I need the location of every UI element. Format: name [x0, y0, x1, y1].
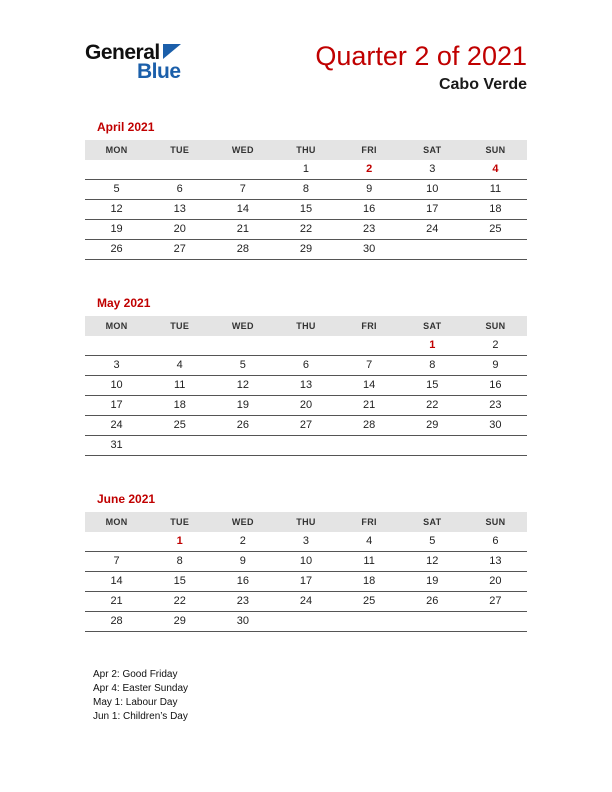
week-row — [85, 336, 527, 356]
day-cell: 11 — [148, 375, 211, 395]
day-cell: 22 — [401, 395, 464, 415]
holiday-notes — [93, 668, 527, 724]
day-cell: 2 — [464, 336, 527, 356]
empty-day-cell — [148, 160, 211, 180]
empty-day-cell — [274, 611, 337, 631]
empty-day-cell — [338, 336, 401, 356]
empty-day-cell — [148, 435, 211, 455]
page-subtitle: Cabo Verde — [438, 75, 527, 93]
day-cell: 19 — [401, 571, 464, 591]
day-cell: 9 — [464, 355, 527, 375]
day-cell: 27 — [464, 591, 527, 611]
week-row — [85, 239, 527, 259]
weekday-cell: MON — [85, 140, 148, 160]
week-row — [85, 611, 527, 631]
month-table — [85, 512, 527, 632]
weekday-cell: SAT — [401, 140, 464, 160]
day-cell: 8 — [148, 551, 211, 571]
week-row — [85, 395, 527, 415]
weekday-row — [85, 512, 527, 532]
day-cell: 30 — [338, 239, 401, 259]
week-row — [85, 591, 527, 611]
day-cell: 20 — [464, 571, 527, 591]
weekday-row — [85, 140, 527, 160]
week-row — [85, 219, 527, 239]
day-cell: 26 — [401, 591, 464, 611]
day-cell: 13 — [464, 551, 527, 571]
day-cell: 28 — [211, 239, 274, 259]
day-cell: 18 — [464, 199, 527, 219]
weekday-cell: WED — [211, 140, 274, 160]
day-cell: 16 — [464, 375, 527, 395]
day-cell: 6 — [274, 355, 337, 375]
month-section — [85, 296, 527, 456]
day-cell: 21 — [338, 395, 401, 415]
day-cell: 2 — [211, 532, 274, 552]
holiday-note: Apr 4: Easter Sunday — [93, 682, 189, 694]
weekday-cell: FRI — [338, 140, 401, 160]
weekday-cell: TUE — [148, 512, 211, 532]
empty-day-cell — [274, 336, 337, 356]
day-cell: 6 — [464, 532, 527, 552]
week-row — [85, 571, 527, 591]
weekday-cell: SUN — [464, 512, 527, 532]
week-row — [85, 532, 527, 552]
day-cell: 1 — [148, 532, 211, 552]
week-row — [85, 375, 527, 395]
day-cell: 18 — [148, 395, 211, 415]
holiday-note: May 1: Labour Day — [93, 696, 178, 708]
day-cell: 22 — [148, 591, 211, 611]
day-cell: 21 — [211, 219, 274, 239]
holiday-note: Apr 2: Good Friday — [93, 668, 178, 680]
day-cell: 23 — [211, 591, 274, 611]
empty-day-cell — [85, 160, 148, 180]
day-cell: 24 — [401, 219, 464, 239]
day-cell: 7 — [338, 355, 401, 375]
page-title: Quarter 2 of 2021 — [315, 41, 527, 71]
day-cell: 8 — [274, 179, 337, 199]
day-cell: 25 — [338, 591, 401, 611]
empty-day-cell — [211, 336, 274, 356]
weekday-cell: THU — [274, 512, 337, 532]
day-cell: 23 — [338, 219, 401, 239]
day-cell: 27 — [148, 239, 211, 259]
day-cell: 20 — [274, 395, 337, 415]
day-cell: 10 — [401, 179, 464, 199]
empty-day-cell — [464, 611, 527, 631]
day-cell: 12 — [401, 551, 464, 571]
day-cell: 4 — [338, 532, 401, 552]
day-cell: 29 — [274, 239, 337, 259]
weekday-cell: THU — [274, 316, 337, 336]
day-cell: 7 — [85, 551, 148, 571]
month-section — [85, 492, 527, 632]
day-cell: 27 — [274, 415, 337, 435]
day-cell: 5 — [211, 355, 274, 375]
month-title: May 2021 — [97, 295, 151, 310]
empty-day-cell — [401, 239, 464, 259]
weekday-cell: TUE — [148, 140, 211, 160]
holiday-note: Jun 1: Children’s Day — [93, 710, 188, 722]
empty-day-cell — [401, 611, 464, 631]
day-cell: 16 — [211, 571, 274, 591]
day-cell: 19 — [211, 395, 274, 415]
day-cell: 18 — [338, 571, 401, 591]
month-table — [85, 140, 527, 260]
day-cell: 30 — [464, 415, 527, 435]
weekday-cell: MON — [85, 512, 148, 532]
logo-word-blue: Blue — [137, 60, 181, 83]
week-row — [85, 355, 527, 375]
day-cell: 12 — [211, 375, 274, 395]
day-cell: 28 — [85, 611, 148, 631]
day-cell: 25 — [464, 219, 527, 239]
day-cell: 3 — [401, 160, 464, 180]
day-cell: 5 — [85, 179, 148, 199]
weekday-cell: TUE — [148, 316, 211, 336]
day-cell: 17 — [85, 395, 148, 415]
week-row — [85, 160, 527, 180]
day-cell: 28 — [338, 415, 401, 435]
month-section — [85, 120, 527, 260]
month-table — [85, 316, 527, 456]
weekday-row — [85, 316, 527, 336]
day-cell: 10 — [274, 551, 337, 571]
weekday-cell: SUN — [464, 140, 527, 160]
day-cell: 1 — [274, 160, 337, 180]
day-cell: 15 — [274, 199, 337, 219]
month-title: June 2021 — [97, 491, 156, 506]
day-cell: 31 — [85, 435, 148, 455]
day-cell: 21 — [85, 591, 148, 611]
day-cell: 9 — [211, 551, 274, 571]
day-cell: 26 — [85, 239, 148, 259]
title-block — [315, 42, 527, 94]
day-cell: 17 — [274, 571, 337, 591]
day-cell: 14 — [85, 571, 148, 591]
day-cell: 24 — [85, 415, 148, 435]
weekday-cell: WED — [211, 512, 274, 532]
page-header — [85, 42, 527, 94]
week-row — [85, 415, 527, 435]
weekday-cell: SAT — [401, 316, 464, 336]
weekday-cell: WED — [211, 316, 274, 336]
day-cell: 1 — [401, 336, 464, 356]
day-cell: 15 — [401, 375, 464, 395]
empty-day-cell — [148, 336, 211, 356]
day-cell: 24 — [274, 591, 337, 611]
day-cell: 5 — [401, 532, 464, 552]
weekday-cell: FRI — [338, 316, 401, 336]
logo-flag-icon — [163, 44, 181, 59]
day-cell: 3 — [85, 355, 148, 375]
day-cell: 12 — [85, 199, 148, 219]
logo-word-general: General — [85, 41, 160, 64]
weekday-cell: SAT — [401, 512, 464, 532]
weekday-cell: THU — [274, 140, 337, 160]
week-row — [85, 551, 527, 571]
day-cell: 6 — [148, 179, 211, 199]
day-cell: 2 — [338, 160, 401, 180]
day-cell: 13 — [274, 375, 337, 395]
day-cell: 25 — [148, 415, 211, 435]
day-cell: 29 — [401, 415, 464, 435]
day-cell: 30 — [211, 611, 274, 631]
day-cell: 14 — [338, 375, 401, 395]
empty-day-cell — [338, 435, 401, 455]
empty-day-cell — [85, 336, 148, 356]
day-cell: 29 — [148, 611, 211, 631]
week-row — [85, 179, 527, 199]
day-cell: 4 — [148, 355, 211, 375]
day-cell: 10 — [85, 375, 148, 395]
day-cell: 15 — [148, 571, 211, 591]
empty-day-cell — [211, 435, 274, 455]
day-cell: 16 — [338, 199, 401, 219]
day-cell: 19 — [85, 219, 148, 239]
day-cell: 3 — [274, 532, 337, 552]
empty-day-cell — [338, 611, 401, 631]
day-cell: 4 — [464, 160, 527, 180]
empty-day-cell — [464, 435, 527, 455]
week-row — [85, 435, 527, 455]
general-blue-logo — [85, 42, 181, 82]
day-cell: 8 — [401, 355, 464, 375]
empty-day-cell — [85, 532, 148, 552]
weekday-cell: SUN — [464, 316, 527, 336]
day-cell: 22 — [274, 219, 337, 239]
empty-day-cell — [401, 435, 464, 455]
week-row — [85, 199, 527, 219]
day-cell: 26 — [211, 415, 274, 435]
day-cell: 23 — [464, 395, 527, 415]
calendar-months — [85, 120, 527, 632]
day-cell: 9 — [338, 179, 401, 199]
day-cell: 13 — [148, 199, 211, 219]
day-cell: 11 — [338, 551, 401, 571]
day-cell: 14 — [211, 199, 274, 219]
weekday-cell: MON — [85, 316, 148, 336]
weekday-cell: FRI — [338, 512, 401, 532]
day-cell: 7 — [211, 179, 274, 199]
empty-day-cell — [274, 435, 337, 455]
empty-day-cell — [464, 239, 527, 259]
empty-day-cell — [211, 160, 274, 180]
day-cell: 17 — [401, 199, 464, 219]
day-cell: 11 — [464, 179, 527, 199]
day-cell: 20 — [148, 219, 211, 239]
month-title: April 2021 — [97, 119, 155, 134]
